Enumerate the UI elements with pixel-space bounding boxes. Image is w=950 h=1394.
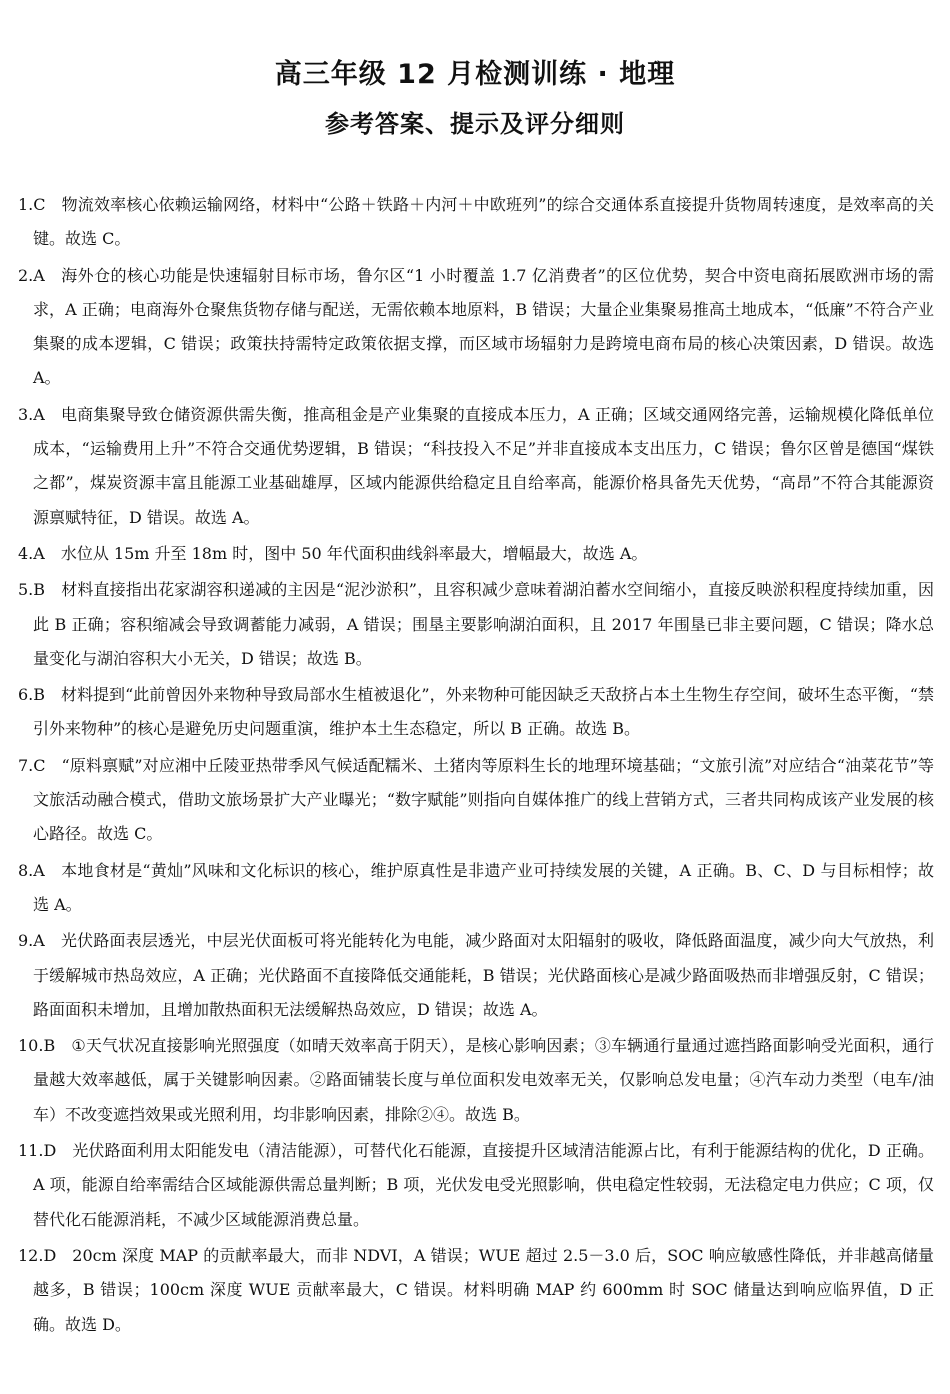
page-title: 高三年级 12 月检测训练 · 地理 — [274, 59, 676, 90]
answer-explanation: 光伏路面表层透光，中层光伏面板可将光能转化为电能，减少路面对太阳辐射的吸收，降低路面温度，减少向大气放热，利于缓解城市热岛效应，A 正确；光伏路面不直接降低交通能耗，B 错误；光伏路面核心是减少路面吸热而非增强反射，C 错误；路面面积未增加，且增加散热面积无法缓解热岛效应，D 错误；故选 A。 — [33, 931, 934, 1019]
answer-item-2 — [18, 259, 934, 396]
answer-item-4 — [18, 537, 934, 571]
answer-list — [18, 188, 934, 1334]
answer-item-11 — [18, 1134, 934, 1237]
answer-number: 5.B — [18, 580, 46, 600]
answer-number: 7.C — [18, 755, 46, 775]
answer-explanation: 物流效率核心依赖运输网络，材料中“公路＋铁路＋内河＋中欧班列”的综合交通体系直接提升货物周转速度，是效率高的关键。故选 C。 — [33, 195, 934, 249]
answer-number: 3.A — [18, 404, 45, 424]
answer-number: 10.B — [18, 1036, 56, 1056]
answer-number: 8.A — [18, 860, 45, 880]
answer-item-3 — [18, 398, 934, 535]
answer-item-9 — [18, 924, 934, 1027]
answer-explanation: 电商集聚导致仓储资源供需失衡，推高租金是产业集聚的直接成本压力，A 正确；区域交通网络完善，运输规模化降低单位成本，“运输费用上升”不符合交通优势逻辑，B 错误；“科技投入不足”并非直接成本支出压力，C 错误；鲁尔区曾是德国“煤铁之都”，煤炭资源丰富且能源工业基础雄厚，区域内能源供给稳定且自给率高，能源价格具备先天优势，“高昂”不符合其能源资源禀赋特征，D 错误。故选 A。 — [33, 404, 934, 527]
answer-item-10 — [18, 1029, 934, 1132]
answer-number: 1.C — [18, 195, 46, 214]
answer-explanation: 材料提到“此前曾因外来物种导致局部水生植被退化”，外来物种可能因缺乏天敌挤占本土生物生存空间，破坏生态平衡，“禁引外来物种”的核心是避免历史问题重演，维护本土生态稳定，所以 B 正确。故选 B。 — [33, 685, 934, 739]
answer-explanation: 本地食材是“黄灿”风味和文化标识的核心，维护原真性是非遗产业可持续发展的关键，A 正确。B、C、D 与目标相悖；故选 A。 — [33, 860, 934, 914]
answer-number: 6.B — [18, 685, 46, 705]
answer-number: 12.D — [18, 1245, 57, 1265]
answer-number: 4.A — [18, 543, 45, 563]
answer-item-6 — [18, 678, 934, 747]
answer-explanation: 水位从 15m 升至 18m 时，图中 50 年代面积曲线斜率最大，增幅最大，故选 A。 — [60, 543, 648, 563]
answer-explanation: 材料直接指出花家湖容积递减的主因是“泥沙淤积”，且容积减少意味着湖泊蓄水空间缩小，直接反映淤积程度持续加重，因此 B 正确；容积缩减会导致调蓄能力减弱，A 错误；围垦主要影响湖泊面积，且 2017 年围垦已非主要问题，C 错误；降水总量变化与湖泊容积大小无关，D 错误；故选 B。 — [33, 580, 934, 668]
answer-explanation: ①天气状况直接影响光照强度（如晴天效率高于阴天），是核心影响因素；③车辆通行量通过遮挡路面影响受光面积，通行量越大效率越低，属于关键影响因素。②路面铺装长度与单位面积发电效率无关，仅影响总发电量；④汽车动力类型（电车/油车）不改变遮挡效果或光照利用，均非影响因素，排除②④。故选 B。 — [33, 1036, 934, 1124]
answer-item-8 — [18, 854, 934, 923]
answer-number: 9.A — [18, 931, 45, 951]
answer-explanation: 光伏路面利用太阳能发电（清洁能源），可替代化石能源，直接提升区域清洁能源占比，有利于能源结构的优化，D 正确。A 项，能源自给率需结合区域能源供需总量判断；B 项，光伏发电受光照影响，供电稳定性较弱，无法稳定电力供应；C 项，仅替代化石能源消耗，不减少区域能源消费总量。 — [33, 1141, 934, 1229]
answer-number: 2.A — [18, 265, 45, 285]
answer-explanation: 海外仓的核心功能是快速辐射目标市场，鲁尔区“1 小时覆盖 1.7 亿消费者”的区位优势，契合中资电商拓展欧洲市场的需求，A 正确；电商海外仓聚焦货物存储与配送，无需依赖本地原料，B 错误；大量企业集聚易推高土地成本，“低廉”不符合产业集聚的成本逻辑，C 错误；政策扶持需特定政策依据支撑，而区域市场辐射力是跨境电商布局的核心决策因素，D 错误。故选 A。 — [33, 265, 934, 388]
answer-explanation: “原料禀赋”对应湘中丘陵亚热带季风气候适配糯米、土猪肉等原料生长的地理环境基础；“文旅引流”对应结合“油菜花节”等文旅活动融合模式，借助文旅场景扩大产业曝光；“数字赋能”则指向自媒体推广的线上营销方式，三者共同构成该产业发展的核心路径。故选 C。 — [33, 755, 934, 844]
answer-explanation: 20cm 深度 MAP 的贡献率最大，而非 NDVI，A 错误；WUE 超过 2.5－3.0 后，SOC 响应敏感性降低，并非越高储量越多，B 错误；100cm 深度 WUE 贡献率最大，C 错误。材料明确 MAP 约 600mm 时 SOC 储量达到响应临界值，D 正确。故选 D。 — [33, 1245, 934, 1334]
answer-number: 11.D — [18, 1141, 57, 1161]
answer-item-5 — [18, 573, 934, 676]
answer-item-1 — [18, 188, 934, 257]
page-subtitle: 参考答案、提示及评分细则 — [325, 110, 625, 138]
answer-item-12 — [18, 1239, 934, 1334]
answer-item-7 — [18, 749, 934, 852]
